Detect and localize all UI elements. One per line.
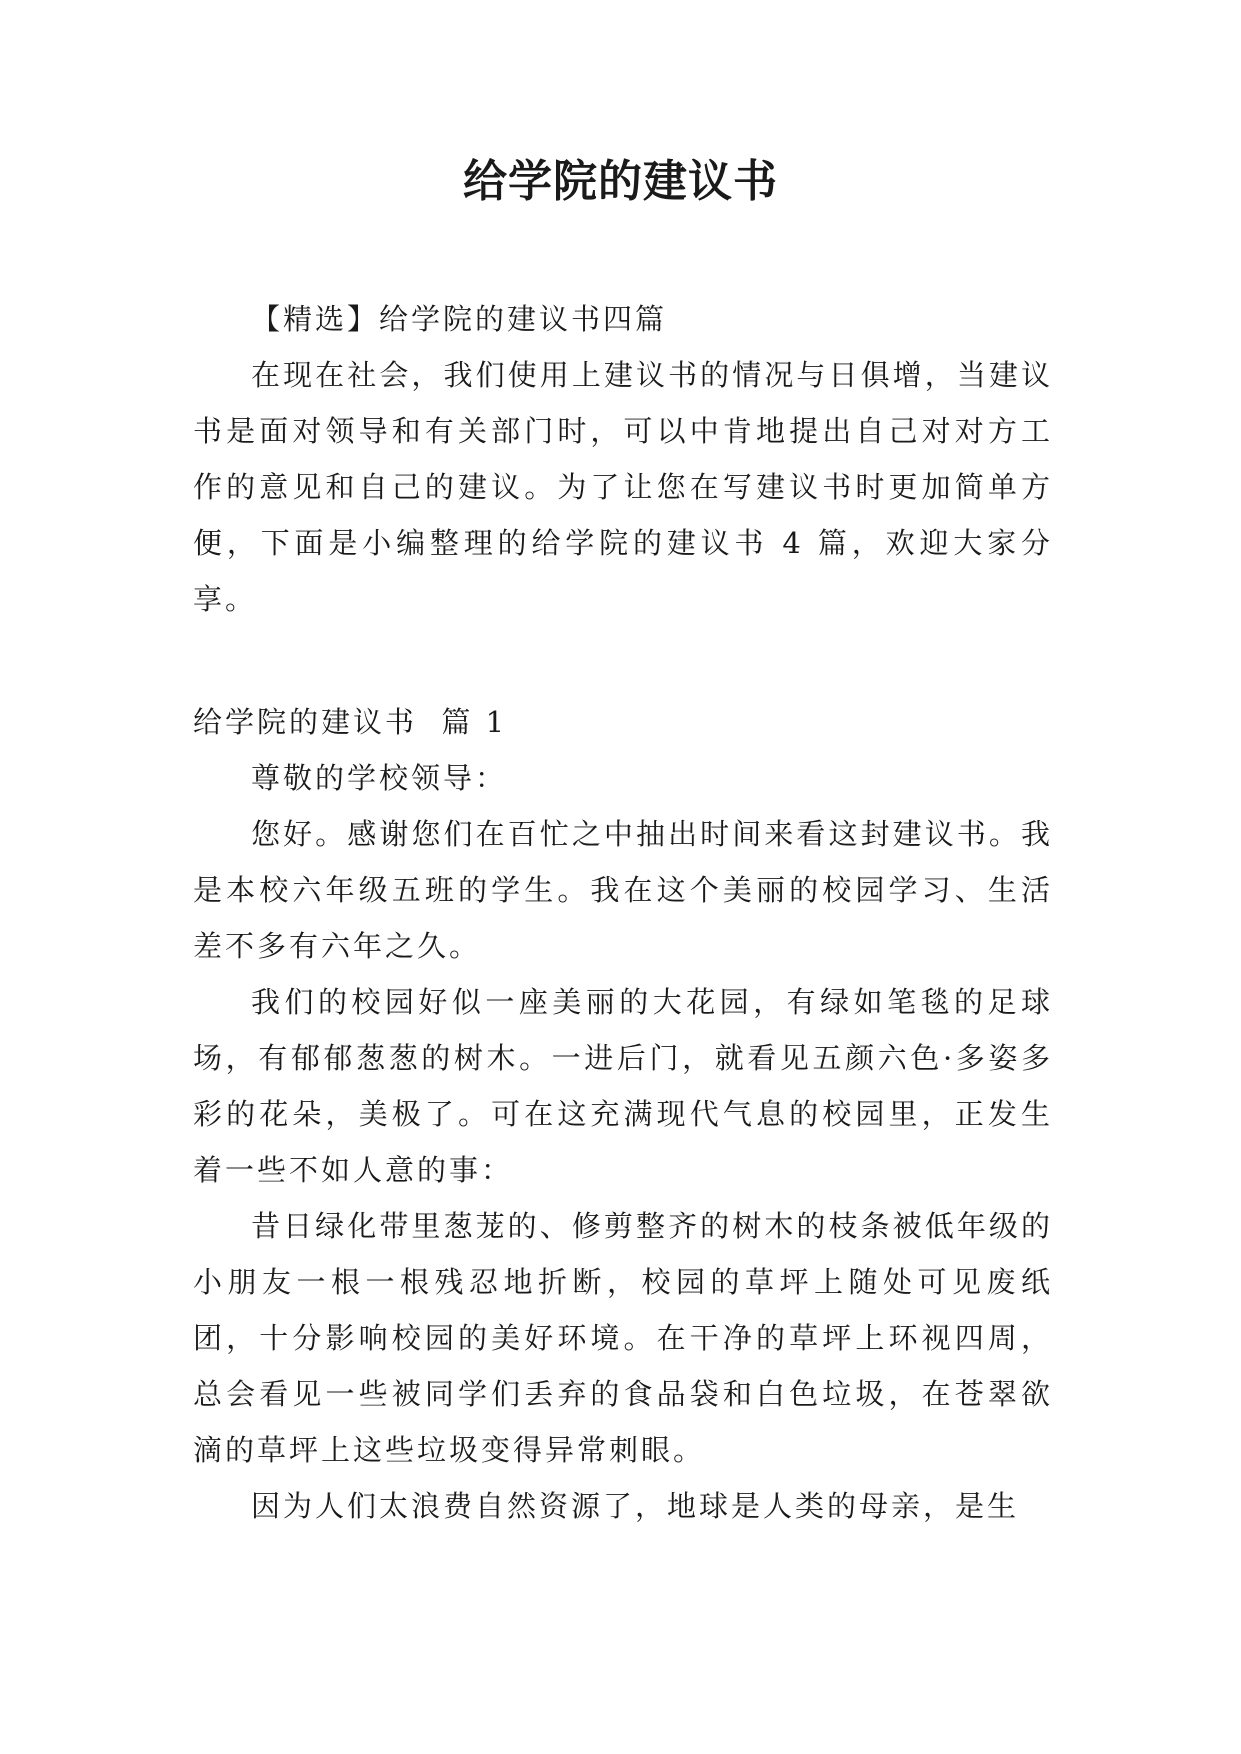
section-paragraph: 昔日绿化带里葱茏的、修剪整齐的树木的枝条被低年级的小朋友一根一根残忍地折断，校园的草坪上随处可见废纸团，十分影响校园的美好环境。在干净的草坪上环视四周，总会看见一些被同学们丢弃的食品袋和白色垃圾，在苍翠欲滴的草坪上这些垃圾变得异常刺眼。 — [193, 1209, 1053, 1467]
intro-paragraph: 在现在社会，我们使用上建议书的情况与日俱增，当建议书是面对领导和有关部门时，可以中肯地提出自己对对方工作的意见和自己的建议。为了让您在写建议书时更加简单方便，下面是小编整理的给学院的建议书 4 篇，欢迎大家分享。 — [193, 358, 1053, 616]
section-paragraph: 我们的校园好似一座美丽的大花园，有绿如笔毯的足球场，有郁郁葱葱的树木。一进后门，就看见五颜六色·多姿多彩的花朵，美极了。可在这充满现代气息的校园里，正发生着一些不如人意的事： — [193, 985, 1053, 1187]
document-title: 给学院的建议书 — [463, 156, 778, 207]
intro-block — [193, 291, 1053, 627]
section-1 — [193, 694, 1053, 1534]
section-heading: 给学院的建议书 篇 1 — [193, 705, 508, 739]
salutation: 尊敬的学校领导： — [251, 761, 508, 795]
section-paragraph: 您好。感谢您们在百忙之中抽出时间来看这封建议书。我是本校六年级五班的学生。我在这个美丽的校园学习、生活差不多有六年之久。 — [193, 817, 1053, 963]
section-paragraph: 因为人们太浪费自然资源了，地球是人类的母亲，是生 — [251, 1489, 1020, 1523]
intro-subtitle: 【精选】给学院的建议书四篇 — [251, 302, 668, 336]
